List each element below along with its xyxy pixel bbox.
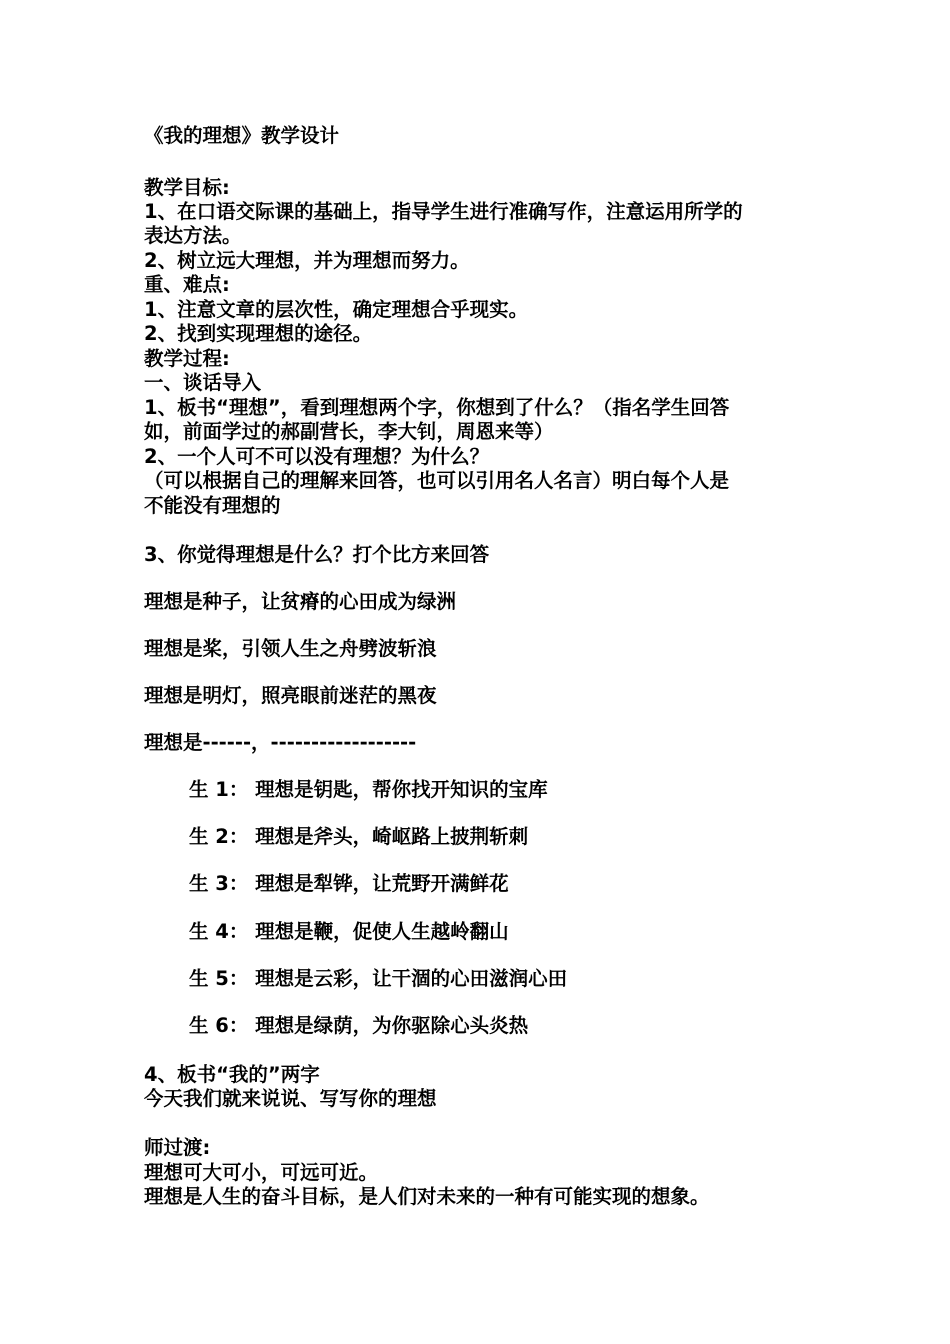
goal-2: 2、树立远大理想，并为理想而努力。 [144, 249, 470, 272]
step-4-line-1: 4、板书“我的”两字 [144, 1063, 320, 1086]
metaphor-blank: 理想是------，------------------ [144, 731, 417, 754]
metaphor-1: 理想是种子，让贫瘠的心田成为绿洲 [144, 590, 457, 613]
document-title: 《我的理想》教学设计 [144, 124, 340, 147]
step-2-line-2: （可以根据自己的理解来回答，也可以引用名人名言）明白每个人是 [144, 469, 730, 492]
step-4-line-2: 今天我们就来说说、写写你的理想 [144, 1087, 437, 1110]
step-1-line-1: 1、板书“理想”，看到理想两个字，你想到了什么？（指名学生回答 [144, 396, 730, 419]
student-answer-6: 生 6： 理想是绿荫，为你驱除心头炎热 [189, 1014, 529, 1037]
student-answer-3: 生 3： 理想是犁铧，让荒野开满鲜花 [189, 872, 509, 895]
step-1-line-2: 如，前面学过的郝副营长，李大钊，周恩来等） [144, 420, 554, 443]
goal-1-line-1: 1、在口语交际课的基础上，指导学生进行准确写作，注意运用所学的 [144, 200, 743, 223]
process-heading: 教学过程: [144, 347, 230, 370]
student-answer-2: 生 2： 理想是斧头，崎岖路上披荆斩刺 [189, 825, 529, 848]
metaphor-2: 理想是桨，引领人生之舟劈波斩浪 [144, 637, 437, 660]
student-answer-1: 生 1： 理想是钥匙，帮你找开知识的宝库 [189, 778, 548, 801]
transition-line-1: 理想可大可小，可远可近。 [144, 1161, 379, 1184]
step-2-line-1: 2、一个人可不可以没有理想？为什么？ [144, 445, 490, 468]
key-point-2: 2、找到实现理想的途径。 [144, 322, 373, 345]
transition-heading: 师过渡: [144, 1136, 211, 1159]
step-3: 3、你觉得理想是什么？打个比方来回答 [144, 543, 490, 566]
key-point-1: 1、注意文章的层次性，确定理想合乎现实。 [144, 298, 529, 321]
step-2-line-3: 不能没有理想的 [144, 494, 281, 517]
part-1-heading: 一、谈话导入 [144, 371, 262, 394]
goal-1-line-2: 表达方法。 [144, 224, 242, 247]
key-points-heading: 重、难点: [144, 273, 230, 296]
student-answer-4: 生 4： 理想是鞭，促使人生越岭翻山 [189, 920, 509, 943]
metaphor-3: 理想是明灯，照亮眼前迷茫的黑夜 [144, 684, 437, 707]
transition-line-2: 理想是人生的奋斗目标，是人们对未来的一种有可能实现的想象。 [144, 1185, 710, 1208]
student-answer-5: 生 5： 理想是云彩，让干涸的心田滋润心田 [189, 967, 568, 990]
goals-heading: 教学目标: [144, 176, 230, 199]
